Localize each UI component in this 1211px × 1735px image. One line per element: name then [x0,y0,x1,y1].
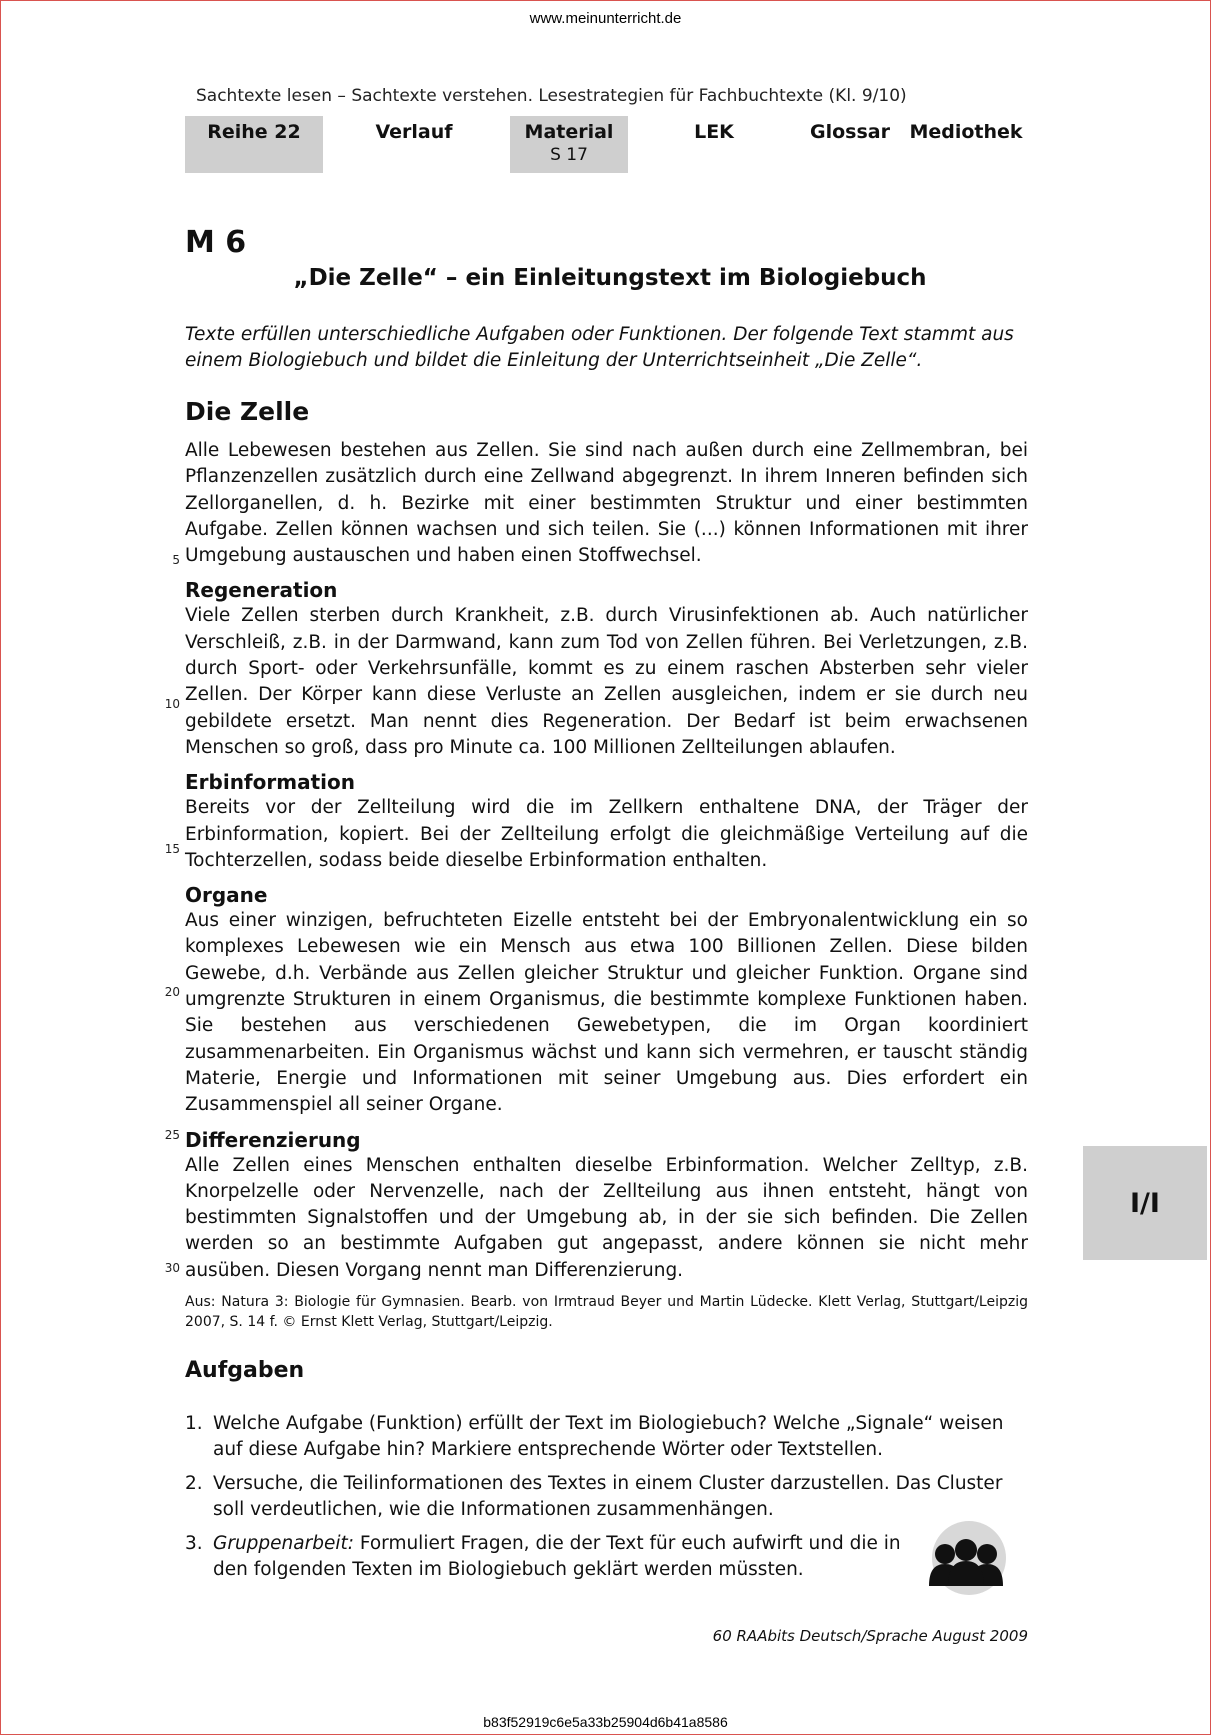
task-number: 1. [185,1413,203,1434]
section-heading: Regeneration [185,578,338,603]
section-body: Viele Zellen sterben durch Krankheit, z.B. durch Virusinfektionen ab. Auch natürlicher Verschleiß, z.B. in der Darmwand, kann zum Tod von Zellen führen. Bei Verletzungen, z.B. durch Sport- oder Verkehrsunfälle, kommt es zu einem raschen Absterben sehr vieler Zellen. Der Körper kann diese Verluste an Zellen ausgleichen, indem er sie durch neu gebildete ersetzt. Man nennt dies Regeneration. Der Bedarf ist beim erwachsenen Menschen so groß, dass pro Minute ca. 100 Millionen Zellteilungen ablaufen. [185,605,1028,758]
line-number: 20 [164,985,180,999]
task-number: 2. [185,1473,203,1494]
line-number: 15 [164,842,180,856]
section-body: Aus einer winzigen, befruchteten Eizelle entsteht bei der Embryonalentwicklung ein so komplexes Lebewesen wie ein Mensch aus etwa 100 Billionen Zellen. Diese bilden Gewebe, d.h. Verbände aus Zellen gleicher Struktur und gleicher Funktion. Organe sind umgrenzte Strukturen in einem Organismus, die bestimmte komplexe Funktionen haben. Sie bestehen aus verschiedenen Gewebetypen, die im Organ koordiniert zusammenarbeiten. Ein Organismus wächst und kann sich vermehren, er tauscht ständig Materie, Energie und Informationen mit seiner Umgebung aus. Dies erfordert ein Zusammenspiel all seiner Organe. [185,910,1028,1116]
section-regeneration [185,577,1028,761]
task-item [185,1531,1028,1583]
source-citation: Aus: Natura 3: Biologie für Gymnasien. Bearb. von Irmtraud Beyer und Martin Lüdecke. Klett Verlag, Stuttgart/Leipzig 2007, S. 14 f. © Ernst Klett Verlag, Stuttgart/Leipzig. [185,1294,1028,1330]
task-item [185,1471,1028,1523]
tasks-heading: Aufgaben [185,1358,305,1383]
section-erbinformation [185,769,1028,874]
material-intro: Texte erfüllen unterschiedliche Aufgaben oder Funktionen. Der folgende Text stammt aus einem Biologiebuch und bildet die Einleitung der Unterrichtseinheit „Die Zelle“. [185,324,1014,371]
section-body: Alle Lebewesen bestehen aus Zellen. Sie sind nach außen durch eine Zellmembran, bei Pflanzenzellen zusätzlich durch eine Zellwand abgegrenzt. In ihrem Inneren befinden sich Zellorganellen, d. h. Bezirke mit einer bestimmten Struktur und einer bestimmten Aufgabe. Zellen können wachsen und sich teilen. Sie (...) können Informationen mit ihrer Umgebung austauschen und haben einen Stoffwechsel. [185,440,1028,567]
tab-material-page: S 17 [550,145,588,165]
section-heading: Differenzierung [185,1127,361,1152]
tab-lek[interactable]: LEK [694,121,734,143]
tab-glossar[interactable]: Glossar [810,121,890,143]
nav-bar [185,116,1035,174]
section-heading: Organe [185,883,268,908]
task-text: Versuche, die Teilinformationen des Textes in einem Cluster darzustellen. Das Cluster soll verdeutlichen, wie die Informationen zusammenhängen. [213,1473,1003,1520]
section-body: Alle Zellen eines Menschen enthalten dieselbe Erbinformation. Welcher Zelltyp, z.B. Knorpelzelle oder Nervenzelle, nach der Zellteilung aus ihnen entsteht, hängt von bestimmten Signalstoffen und der Umgebung ab, in der sie sich befinden. Die Zellen werden so an bestimmte Aufgaben gut angepasst, andere können sie nicht mehr ausüben. Diesen Vorgang nennt man Differenzierung. [185,1154,1028,1281]
task-text: Welche Aufgabe (Funktion) erfüllt der Text im Biologiebuch? Welche „Signale“ weisen auf diese Aufgabe hin? Markiere entsprechende Wörter oder Textstellen. [213,1413,1004,1460]
line-number: 30 [164,1261,180,1275]
text-heading: Die Zelle [185,397,310,426]
footer-issue: 60 RAAbits Deutsch/Sprache August 2009 [712,1627,1028,1645]
tab-verlauf[interactable]: Verlauf [375,121,453,143]
task-number: 3. [185,1533,203,1554]
line-number: 10 [164,697,180,711]
series-line: Sachtexte lesen – Sachtexte verstehen. Lesestrategien für Fachbuchtexte (Kl. 9/10) [196,86,907,106]
line-number: 5 [172,553,180,567]
section-differenzierung [185,1127,1028,1284]
site-url[interactable]: www.meinunterricht.de [529,10,682,27]
section-heading: Erbinformation [185,770,355,795]
side-tab[interactable]: I/I [1083,1146,1207,1260]
tab-mediothek[interactable]: Mediothek [909,121,1023,143]
task-text: Formuliert Fragen, die der Text für euch aufwirft und die in den folgenden Texten im Biologiebuch geklärt werden müssten. [213,1533,901,1580]
section-organe [185,882,1028,1118]
material-title: „Die Zelle“ – ein Einleitungstext im Biologiebuch [293,265,927,291]
task-item [185,1411,1028,1463]
document-hash: b83f52919c6e5a33b25904d6b41a8586 [483,1714,728,1730]
text-body [185,438,1028,1284]
section-intro [185,438,1028,569]
tab-material[interactable]: Material S 17 [510,116,628,173]
tab-reihe[interactable]: Reihe 22 [185,116,323,173]
material-code: M 6 [185,225,247,260]
section-body: Bereits vor der Zellteilung wird die im Zellkern enthaltene DNA, der Träger der Erbinformation, kopiert. Bei der Zellteilung erfolgt die gleichmäßige Verteilung auf die Tochterzellen, sodass beide dieselbe Erbinformation enthalten. [185,797,1028,871]
task-label: Gruppenarbeit: [213,1533,354,1554]
line-number: 25 [164,1128,180,1142]
task-list [185,1411,1028,1591]
group-work-icon [915,1520,1017,1596]
